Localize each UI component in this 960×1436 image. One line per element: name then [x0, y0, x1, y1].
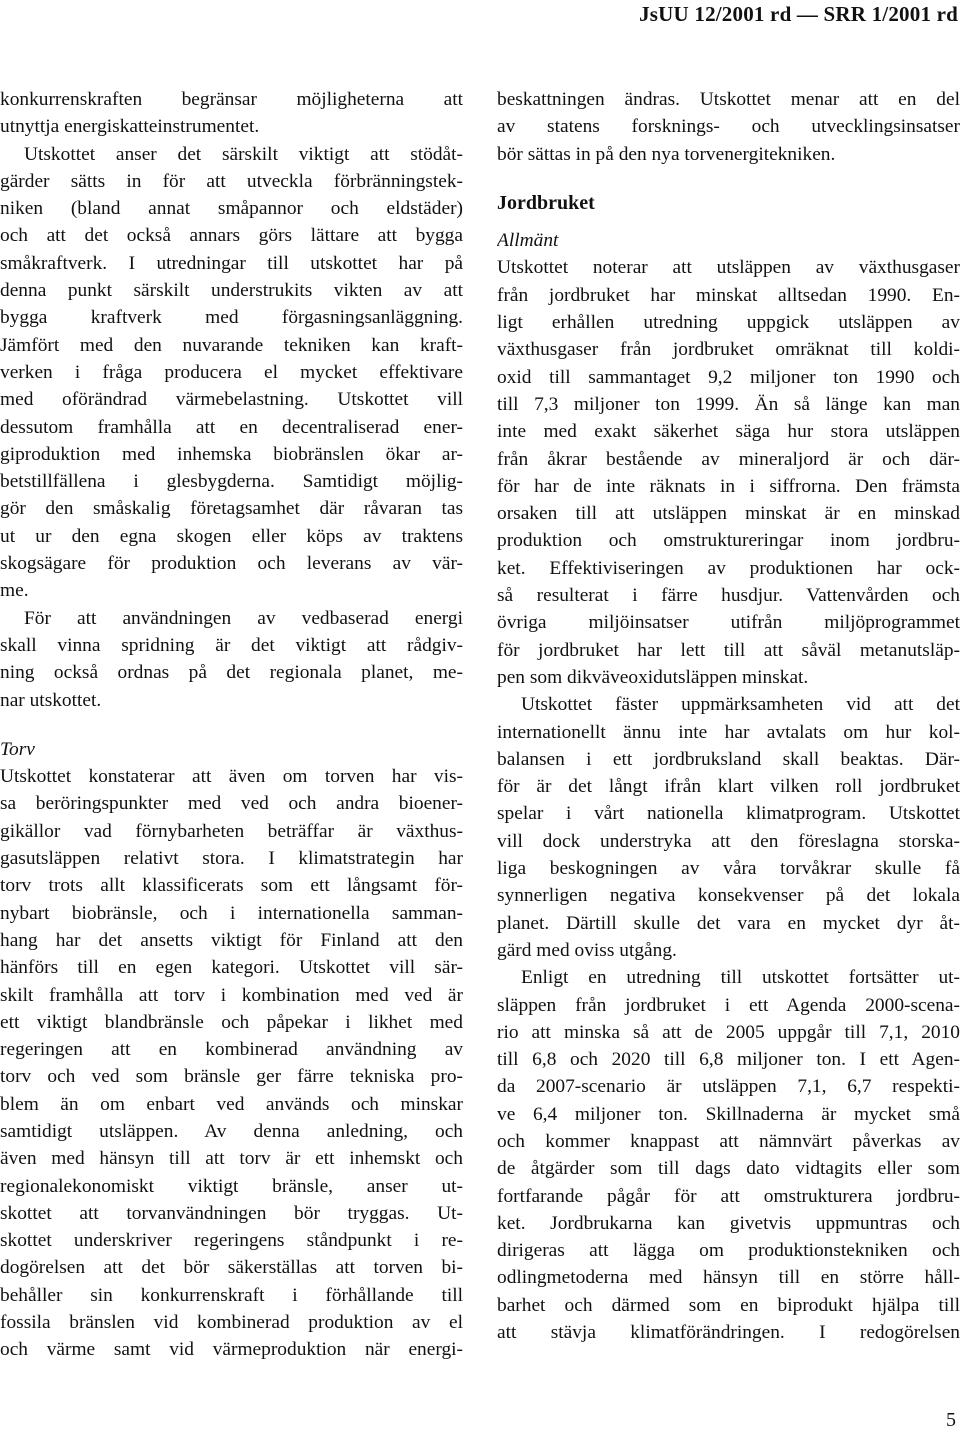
text-line: gärd med oviss utgång. — [497, 939, 677, 961]
text-line: spelar i vårt nationella klimatprogram. Utskottet — [497, 803, 960, 825]
text-line: skottet att torvanvändningen bör tryggas. Ut- — [0, 1202, 463, 1224]
page-header: JsUU 12/2001 rd — SRR 1/2001 rd — [639, 2, 958, 26]
text-line: skall vinna spridning är det viktigt att rådgiv- — [0, 634, 463, 656]
text-line: bör sättas in på den nya torvenergitekniken. — [497, 143, 836, 165]
text-line: från jordbruket har minskat alltsedan 1990. En- — [497, 284, 960, 306]
text-line: hänförs till en egen kategori. Utskottet vill sär- — [0, 957, 463, 979]
text-line: verken i fråga producera el mycket effektivare — [0, 361, 463, 383]
text-line: barhet och därmed som en biprodukt hjälpa till — [497, 1294, 960, 1316]
text-line: synnerligen negativa konsekvenser på det lokala — [497, 885, 960, 907]
text-line: så resulterat i färre husdjur. Vattenvården och — [497, 585, 960, 607]
text-line: rio att minska så att de 2005 uppgår till 7,1, 2010 — [497, 1021, 960, 1043]
text-line: behåller sin konkurrenskraft i förhållande till — [0, 1284, 463, 1306]
text-line: nybart biobränsle, och i internationella samman- — [0, 902, 463, 924]
text-line: utnyttja energiskatteinstrumentet. — [0, 116, 260, 138]
text-line: produktion och omstruktureringar inom jordbru- — [497, 530, 960, 552]
text-line: och kommer knappast att nämnvärt påverkas av — [497, 1130, 960, 1152]
section-gap — [0, 714, 463, 736]
text-line: blem än om enbart ved används och minskar — [0, 1093, 463, 1115]
text-line: betstillfällena i glesbygderna. Samtidigt möjlig- — [0, 471, 463, 493]
text-line: fortfarande pågår för att omstrukturera jordbru- — [497, 1185, 960, 1207]
section-gap — [497, 168, 960, 190]
text-line: gärder sätts in för att utveckla förbränningstek- — [0, 170, 463, 192]
text-line: av statens forsknings- och utvecklingsinsatser — [497, 116, 960, 138]
text-line: för jordbruket har lett till att såväl metanutsläp- — [497, 639, 960, 661]
text-line: vill dock understryka att den föreslagna storska- — [497, 830, 960, 852]
text-line: med oförändrad värmebelastning. Utskottet vill — [0, 389, 463, 411]
text-line: da 2007-scenario är utsläppen 7,1, 6,7 respekti- — [497, 1076, 960, 1098]
text-line: Utskottet fäster uppmärksamheten vid att det — [521, 694, 960, 716]
text-line: övriga miljöinsatser utifrån miljöprogrammet — [497, 612, 960, 634]
text-line: nar utskottet. — [0, 689, 102, 711]
text-line: fossila bränslen vid kombinerad produktion av el — [0, 1312, 463, 1334]
text-line: balansen i ett jordbruksland skall beaktas. Där- — [497, 748, 960, 770]
text-line: växthusgaser från jordbruket omräknat till koldi- — [497, 339, 960, 361]
text-line: me. — [0, 580, 29, 602]
right-column — [497, 86, 960, 1346]
text-line: för har de inte räknats in i siffrorna. Den främsta — [497, 475, 960, 497]
page-number: 5 — [946, 1409, 956, 1431]
text-line: dessutom framhålla att en decentraliserad ener- — [0, 416, 463, 438]
text-line: konkurrenskraften begränsar möjligheterna att — [0, 89, 463, 110]
text-line: giproduktion med inhemska biobränslen ökar ar- — [0, 443, 463, 465]
text-line: gör den småskalig företagsamhet där råvaran tas — [0, 498, 463, 520]
section-heading-torv: Torv — [0, 738, 35, 760]
text-line: torv trots allt klassificerats som ett långsamt för- — [0, 875, 463, 897]
text-line: regeringen att en kombinerad användning av — [0, 1039, 463, 1061]
text-line: ve 6,4 miljoner ton. Skillnaderna är mycket små — [497, 1103, 960, 1125]
text-line: ket. Jordbrukarna kan givetvis uppmuntras och — [497, 1212, 960, 1234]
text-line: Utskottet konstaterar att även om torven har vis- — [0, 766, 463, 788]
text-line: ett viktigt blandbränsle och påpekar i likhet med — [0, 1011, 463, 1033]
section-gap — [497, 217, 960, 227]
text-line: skilt framhålla att torv i kombination med ved är — [0, 984, 463, 1006]
text-line: och värme samt vid värmeproduktion när energi- — [0, 1339, 463, 1361]
text-line: småkraftverk. I utredningar till utskottet har på — [0, 252, 463, 274]
text-line: skogsägare för produktion och leverans av vär- — [0, 553, 463, 575]
text-line: för är det långt ifrån klart vilken roll jordbruket — [497, 776, 960, 798]
text-line: till 6,8 och 2020 till 6,8 miljoner ton. I ett Agen- — [497, 1049, 960, 1071]
text-line: sa beröringspunkter med ved och andra bioener- — [0, 793, 463, 815]
text-line: niken (bland annat småpannor och eldstäder) — [0, 198, 463, 220]
text-line: ning också ordnas på det regionala planet, me- — [0, 662, 463, 684]
section-heading-jordbruket: Jordbruket — [497, 191, 595, 214]
text-line: från åkrar bestående av mineraljord är och där- — [497, 448, 960, 470]
text-line: dogörelsen att det bör säkerställas att torven bi- — [0, 1257, 463, 1279]
text-line: Utskottet noterar att utsläppen av växthusgaser — [497, 257, 960, 279]
text-line: släppen från jordbruket i ett Agenda 2000-scena- — [497, 994, 960, 1016]
text-line: oxid till sammantaget 9,2 miljoner ton 1990 och — [497, 366, 960, 388]
text-line: de åtgärder som till dags dato vidtagits eller som — [497, 1158, 960, 1180]
text-line: internationellt ännu inte har avtalats om hur kol- — [497, 721, 960, 743]
text-line: ut ur den egna skogen eller köps av traktens — [0, 525, 463, 547]
text-line: orsaken till att utsläppen minskat är en minskad — [497, 503, 960, 525]
text-line: bygga kraftverk med förgasningsanläggning. — [0, 307, 463, 329]
text-line: även med hänsyn till att torv är ett inhemskt och — [0, 1148, 463, 1170]
text-line: beskattningen ändras. Utskottet menar att en del — [497, 89, 960, 110]
text-line: Enligt en utredning till utskottet fortsätter ut- — [521, 967, 960, 989]
left-column — [0, 86, 463, 1364]
text-line: odlingmetoderna med hänsyn till en större håll- — [497, 1267, 960, 1289]
text-line: och att det också annars görs lättare att bygga — [0, 225, 463, 247]
text-line: pen som dikväveoxidutsläppen minskat. — [497, 666, 809, 688]
text-line: hang har det ansetts viktigt för Finland att den — [0, 929, 463, 951]
subsection-heading-allmant: Allmänt — [497, 230, 559, 252]
text-line: dirigeras att lägga om produktionstekniken och — [497, 1240, 960, 1262]
text-line: att stävja klimatförändringen. I redogörelsen — [497, 1322, 960, 1344]
text-line: till 7,3 miljoner ton 1999. Än så länge kan man — [497, 393, 960, 415]
text-line: samtidigt utsläppen. Av denna anledning, och — [0, 1120, 463, 1142]
text-line: gikällor vad förnybarheten beträffar är växthus- — [0, 820, 463, 842]
text-line: ligt erhållen utredning uppgick utsläppen av — [497, 312, 960, 334]
text-line: torv och ved som bränsle ger färre tekniska pro- — [0, 1066, 463, 1088]
text-line: ket. Effektiviseringen av produktionen har ock- — [497, 557, 960, 579]
text-line: skottet underskriver regeringens ståndpunkt i re- — [0, 1230, 463, 1252]
text-line: För att användningen av vedbaserad energi — [24, 607, 463, 629]
text-line: gasutsläppen relativt stora. I klimatstrategin har — [0, 848, 463, 870]
text-line: Jämfört med den nuvarande tekniken kan kraft- — [0, 334, 463, 356]
text-line: Utskottet anser det särskilt viktigt att stödåt- — [24, 143, 463, 165]
text-line: regionalekonomiskt viktigt bränsle, anser ut- — [0, 1175, 463, 1197]
text-line: liga beskogningen av våra torvåkrar skulle få — [497, 858, 960, 880]
text-line: denna punkt särskilt understrukits vikten av att — [0, 280, 463, 302]
text-line: planet. Därtill skulle det vara en mycket dyr åt- — [497, 912, 960, 934]
text-line: inte med exakt säkerhet säga hur stora utsläppen — [497, 421, 960, 443]
